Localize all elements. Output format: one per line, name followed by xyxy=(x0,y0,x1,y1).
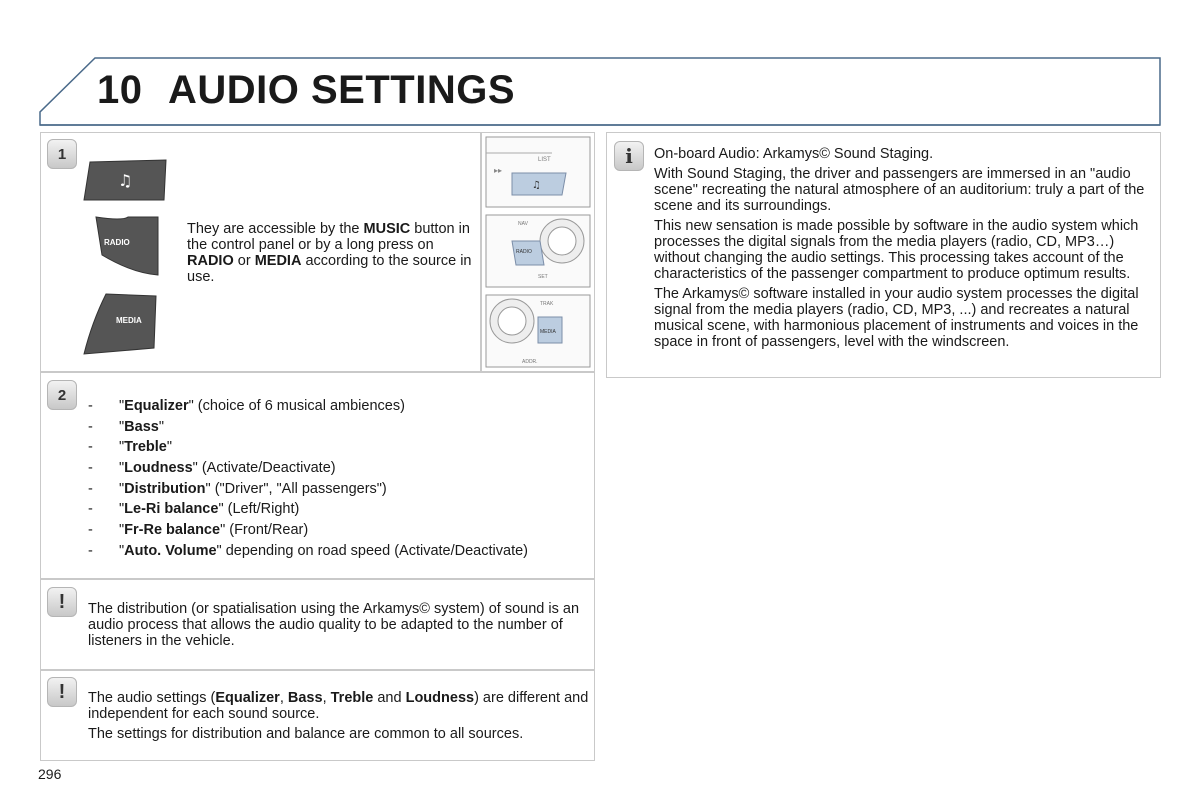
info-text xyxy=(654,146,1159,354)
control-panel-illustration xyxy=(481,132,595,372)
exclamation-icon: ! xyxy=(47,587,77,617)
list-item: - "Equalizer" (choice of 6 musical ambiences) xyxy=(88,398,405,414)
set-label: SET xyxy=(538,274,548,280)
radio-label-small: RADIO xyxy=(516,249,532,255)
section-1-text: They are accessible by the MUSIC button in the control panel or by a long press on RADIO or MEDIA according to the source in use. xyxy=(187,221,472,285)
step-2-badge: 2 xyxy=(47,380,77,410)
music-note-icon: ♫ xyxy=(118,171,133,190)
list-item: - "Loudness" (Activate/Deactivate) xyxy=(88,460,336,477)
music-button xyxy=(82,158,168,202)
media-label-small: MEDIA xyxy=(540,329,556,335)
list-item: - "Treble" xyxy=(88,439,173,456)
nav-label: NAV xyxy=(518,221,528,227)
list-item: - "Le-Ri balance" (Left/Right) xyxy=(88,501,300,518)
trak-label: TRAK xyxy=(540,301,554,307)
warning-1-text: The distribution (or spatialisation using the Arkamys© system) of sound is an audio process that allows the audio quality to be adapted to the number of listeners in the vehicle. xyxy=(88,601,580,649)
info-paragraph: With Sound Staging, the driver and passengers are immersed in an "audio scene" recreating the natural atmosphere of an auditorium: truly a part of the scene and its surroundings. xyxy=(654,166,1145,214)
svg-text:RADIO: RADIO xyxy=(104,238,130,247)
exclamation-icon: ! xyxy=(47,677,77,707)
step-1-badge: 1 xyxy=(47,139,77,169)
list-item: - "Fr-Re balance" (Front/Rear) xyxy=(88,522,309,539)
media-button xyxy=(82,292,160,356)
page-number: 296 xyxy=(38,766,62,782)
svg-text:MEDIA: MEDIA xyxy=(116,316,142,325)
info-paragraph: On-board Audio: Arkamys© Sound Staging. xyxy=(654,146,934,162)
info-paragraph: This new sensation is made possible by software in the audio system which processes the digital signals from the media players (radio, CD, MP3…) without changing the audio settings. This processing takes account of the characteristics of the passenger compartment to produce optimum results. xyxy=(654,218,1139,282)
svg-text:▸▸: ▸▸ xyxy=(494,166,503,175)
list-item: - "Distribution" ("Driver", "All passengers") xyxy=(88,480,387,497)
page-title: AUDIO SETTINGS xyxy=(168,68,516,112)
radio-button xyxy=(92,215,162,277)
info-paragraph: The Arkamys© software installed in your audio system processes the digital signal from the media players (radio, CD, MP3, ...) and recreates a natural musical scene, with harmonious placement of instruments and voices in the space in front of passengers, level with the windscreen. xyxy=(654,286,1139,350)
list-item: - "Bass" xyxy=(88,418,164,435)
list-label: LIST xyxy=(538,157,551,163)
chapter-number: 10 xyxy=(97,68,143,112)
svg-text:♫: ♫ xyxy=(532,180,541,191)
warning-2-text: The audio settings (Equalizer, Bass, Treble and Loudness) are different and independent for each sound source. The settings for distribution and balance are common to all sources. xyxy=(88,690,589,742)
info-icon: i xyxy=(614,141,644,171)
audio-settings-list xyxy=(88,396,528,562)
addr-label: ADDR. xyxy=(522,359,538,365)
list-item: - "Auto. Volume" depending on road speed (Activate/Deactivate) xyxy=(88,542,528,559)
